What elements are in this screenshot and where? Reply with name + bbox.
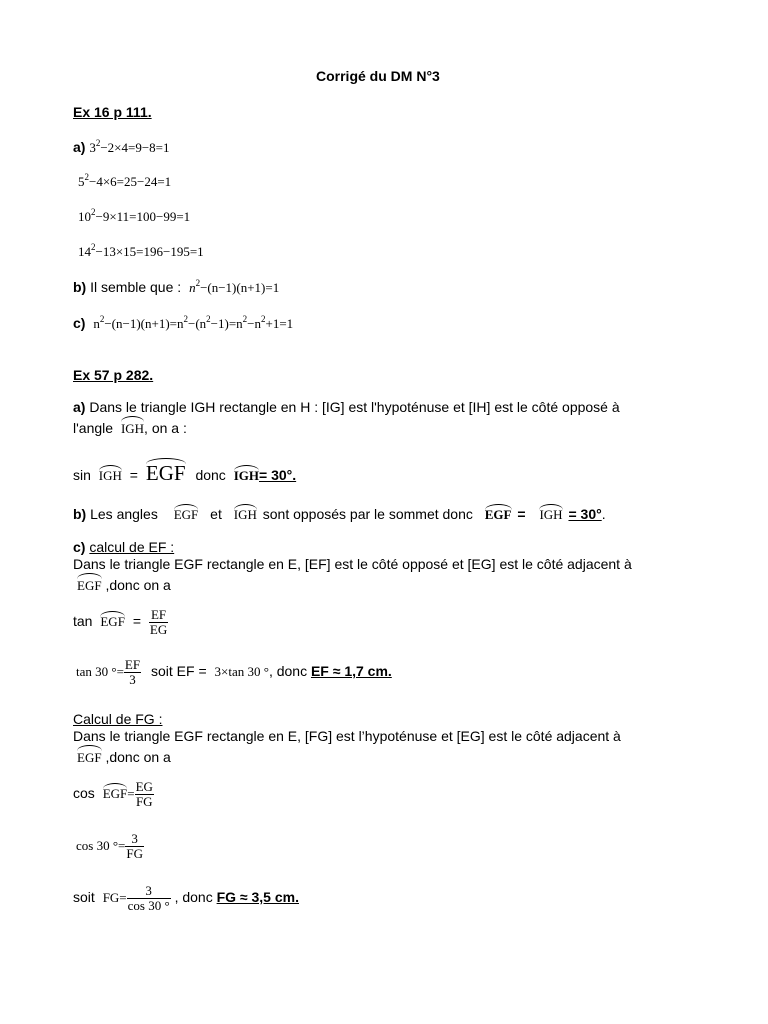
ex57-b-eq: = bbox=[517, 506, 526, 522]
ex16-heading: Ex 16 p 111. bbox=[73, 104, 152, 120]
equation-1: $3^2-2\times 4=9-8=1$ bbox=[89, 138, 170, 155]
equation-4: $14^2-13\times 15=196-195=1$ bbox=[78, 242, 204, 259]
ex57-a-text: Dans le triangle IGH rectangle en H : [IG] est l'hypoténuse et [IH] est le côté opposé à bbox=[89, 399, 620, 415]
ex57-a-line2 bbox=[73, 416, 187, 438]
ex57-heading: Ex 57 p 282. bbox=[73, 367, 154, 383]
fraction-numerator: EF bbox=[149, 608, 168, 623]
angle-igh: IGH bbox=[99, 465, 122, 484]
angle-igh-bold: IGH bbox=[234, 465, 259, 484]
donc-fg: , donc bbox=[174, 888, 213, 905]
fraction-ef-eg bbox=[149, 608, 168, 636]
ex57-b-period: . bbox=[601, 506, 606, 522]
ex16-c-line bbox=[73, 315, 293, 332]
ex57-b-text2: sont opposés par le sommet donc bbox=[262, 506, 473, 522]
ex57-c-line2-post: ,donc on a bbox=[105, 577, 171, 593]
donc-word: donc bbox=[195, 467, 226, 483]
fraction-numerator: 3 bbox=[127, 884, 171, 899]
fraction-denominator: cos 30 ° bbox=[127, 897, 170, 913]
fraction-3-cos30 bbox=[127, 884, 171, 912]
sin-equation bbox=[73, 458, 296, 486]
tan-equation bbox=[73, 608, 168, 636]
fraction-denominator: 3 bbox=[129, 671, 136, 687]
ex16-a-label: a) bbox=[73, 139, 86, 155]
ex16-b-line bbox=[73, 279, 279, 296]
fg-lhs: FG= bbox=[102, 889, 127, 905]
angle-egf: EGF bbox=[77, 573, 102, 595]
equation-2: $5^2-4\times 6=25-24=1$ bbox=[78, 172, 172, 189]
equals-sign: = bbox=[129, 467, 138, 483]
angle-egf: EGF bbox=[77, 745, 102, 767]
fg-result: FG ≈ 3,5 cm. bbox=[216, 888, 299, 905]
fg-title-text: Calcul de FG : bbox=[73, 711, 163, 727]
ex57-b-text1: Les angles bbox=[90, 506, 158, 522]
sin-result: = 30°. bbox=[259, 467, 297, 483]
fraction-ef-3 bbox=[124, 658, 141, 686]
angle-egf-bold: EGF bbox=[485, 504, 512, 523]
tan-word: tan bbox=[73, 612, 93, 629]
donc-ef: , donc bbox=[268, 662, 308, 679]
fg-line2-post: ,donc on a bbox=[105, 749, 171, 765]
ex57-a-line2-post: , on a : bbox=[144, 420, 187, 436]
ex57-c-title: calcul de EF : bbox=[89, 539, 175, 555]
fg-line1: Dans le triangle EGF rectangle en E, [FG] est l’hypoténuse et [EG] est le côté adjacent à bbox=[73, 728, 621, 744]
fg-result-line bbox=[73, 884, 299, 912]
angle-egf: EGF bbox=[100, 611, 125, 630]
tan30-rhs: 3×tan 30 ° bbox=[214, 663, 269, 679]
fraction-numerator: EG bbox=[135, 779, 153, 794]
angle-igh: IGH bbox=[234, 504, 257, 523]
cos30-line bbox=[76, 832, 144, 860]
tan30-lhs: tan 30 °= bbox=[76, 663, 124, 679]
ex16-b-formula: $n^2-(n-1)(n+1)=1$ bbox=[189, 278, 280, 295]
ex16-c-formula: $n^2-(n-1)(n+1)=n^2-(n^2-1)=n^2-n^2+1=1$ bbox=[93, 314, 294, 331]
fraction-denominator: EG bbox=[149, 621, 168, 637]
fraction-eg-fg bbox=[135, 780, 154, 808]
angle-egf: EGF bbox=[103, 783, 128, 802]
sin-word: sin bbox=[73, 467, 91, 483]
cos30-lhs: cos 30 °= bbox=[76, 837, 126, 853]
ex57-a-label: a) bbox=[73, 399, 86, 415]
ex16-b-label: b) bbox=[73, 279, 87, 295]
ex57-b-label: b) bbox=[73, 506, 87, 522]
cos-word: cos bbox=[73, 784, 95, 801]
equation-3: $10^2-9\times 11=100-99=1$ bbox=[78, 207, 191, 224]
equals-sign: = bbox=[132, 612, 141, 629]
ex57-a-line2-pre: l'angle bbox=[73, 420, 114, 436]
ex57-c-line2 bbox=[73, 573, 171, 595]
ex57-b-et: et bbox=[210, 506, 222, 522]
tan30-line bbox=[76, 658, 392, 686]
angle-egf-large: EGF bbox=[146, 458, 186, 486]
ex57-c-line1: Dans le triangle EGF rectangle en E, [EF] est le côté opposé et [EG] est le côté adjacent à bbox=[73, 556, 632, 572]
ex16-a-line bbox=[73, 139, 170, 156]
cos-equation bbox=[73, 780, 154, 808]
ex57-a-line1 bbox=[73, 398, 620, 417]
fraction-denominator: FG bbox=[126, 845, 143, 861]
ex16-c-label: c) bbox=[73, 315, 86, 331]
angle-egf: EGF bbox=[174, 504, 199, 523]
angle-igh: IGH bbox=[539, 504, 562, 523]
fraction-denominator: FG bbox=[135, 793, 153, 809]
ex57-b-line bbox=[73, 504, 606, 523]
soit-ef: soit EF = bbox=[150, 662, 207, 679]
fraction-3-fg bbox=[125, 832, 144, 860]
soit-fg: soit bbox=[73, 888, 95, 905]
ex57-c-label: c) bbox=[73, 539, 86, 555]
ex16-b-text: Il semble que : bbox=[90, 279, 182, 295]
fraction-numerator: EF bbox=[124, 657, 141, 672]
ef-result: EF ≈ 1,7 cm. bbox=[310, 662, 392, 679]
page-title: Corrigé du DM N°3 bbox=[316, 68, 440, 84]
angle-igh: IGH bbox=[121, 416, 144, 438]
fg-line2 bbox=[73, 745, 171, 767]
fraction-numerator: 3 bbox=[125, 832, 144, 847]
equals-sign: = bbox=[127, 785, 135, 801]
ex57-b-result: = 30° bbox=[568, 506, 602, 522]
